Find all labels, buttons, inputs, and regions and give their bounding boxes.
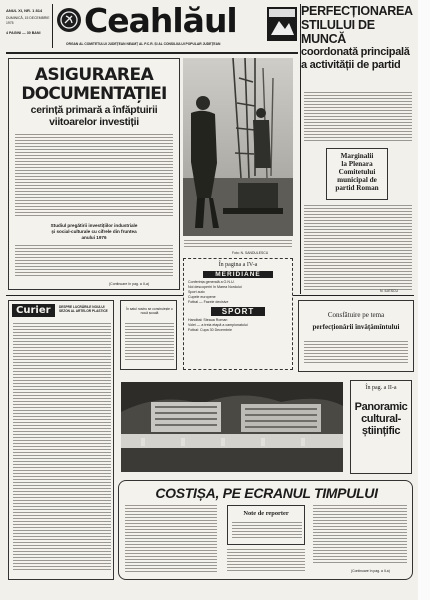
masthead-title: Ceahlăul — [84, 1, 237, 40]
curier-intro: DESPRE LUCRĂRILE NOULUI SEZON AL ARTELOR PLASTICE — [59, 305, 108, 313]
headline-line-1: PERFECȚIONAREA — [301, 4, 413, 18]
lead-subtitle-2: viitoarelor investiții — [49, 116, 139, 128]
consfatuire-line-2: perfecționării învățămîntului — [312, 323, 400, 331]
lead-title-2: DOCUMENTAȚIEI — [21, 84, 167, 104]
panoramic-in-page: În pag. a II-a — [365, 385, 397, 391]
meridiane-item: Sport auto — [188, 290, 205, 294]
panoramic-line-1: Panoramic — [354, 401, 408, 413]
meridiane-item: Fotbal — Fazele decisive — [188, 300, 229, 304]
consfatuire-line-1: Consfătuire pe tema — [327, 311, 385, 319]
plenary-line-4: municipal de — [337, 176, 377, 184]
panoramic-line-2: cultural- — [361, 413, 401, 425]
consfatuire-article — [298, 300, 414, 372]
photo-caption: Foto: N. SANDULESCU — [232, 251, 269, 255]
issue-info — [6, 8, 50, 36]
masthead — [6, 1, 298, 52]
headline-line-4: a activității de partid — [301, 59, 401, 71]
headline-perfectionarea — [301, 4, 416, 72]
lead-article — [8, 58, 180, 290]
building-photo — [121, 382, 343, 472]
right-column-signature: N. ILIESCU — [380, 289, 399, 293]
sport-item: Handbal: Steaua Roman — [188, 318, 228, 322]
sport-heading: SPORT — [211, 307, 265, 316]
costisa-continued: (Continuare în pag. a II-a) — [351, 569, 390, 573]
meridiane-item: Conferința generală a O.N.U. — [188, 280, 235, 284]
panoramic-line-3: științific — [361, 425, 401, 437]
issue-price: 4 PAGINI — 30 BANI — [6, 31, 41, 35]
meridiane-item: Cupele europene — [188, 295, 216, 299]
lead-subtitle-1: cerință primară a înfăptuirii — [30, 104, 158, 116]
plenary-box — [326, 148, 388, 200]
panoramic-box — [350, 380, 412, 474]
masthead-logo-icon — [267, 7, 297, 41]
costisa-note: Note de reporter — [243, 510, 289, 517]
issue-number: ANUL XI, NR. 1 814 — [6, 8, 43, 13]
meridiane-in-page: În pagina a IV-a — [218, 262, 258, 268]
small-box-text: În satul nostru se construiește o nouă școală — [126, 307, 173, 316]
sport-item: Volei — a treia etapă a campionatului — [188, 323, 248, 327]
costisa-title: COSTIȘA, PE ECRANUL TIMPULUI — [155, 485, 378, 501]
party-emblem-icon — [57, 8, 81, 32]
costisa-article — [118, 480, 413, 580]
lead-title-1: ASIGURAREA — [34, 65, 154, 85]
plenary-line-2: la Plenara — [341, 160, 373, 168]
small-boxed-article — [120, 300, 177, 370]
plenary-line-1: Marginalii — [340, 152, 374, 160]
costisa-note-box — [227, 505, 305, 545]
lead-continued: (Continuare în pag. a II-a) — [109, 282, 150, 286]
headline-line-3: coordonată principală — [301, 46, 410, 58]
curier-column — [8, 300, 114, 580]
issue-date: DUMINICĂ, 15 DECEMBRIE 1975 — [6, 16, 50, 25]
meridiane-box — [183, 258, 293, 370]
meridiane-heading: MERIDIANE — [203, 271, 273, 278]
curier-label: Curier — [12, 304, 55, 317]
masthead-subtitle: ORGAN AL COMITETULUI JUDEȚEAN NEAMȚ AL P.C.R. ȘI AL CONSILIULUI POPULAR JUDEȚEAN — [66, 42, 221, 46]
plenary-line-3: Comitetului — [338, 168, 376, 176]
headline-line-2: STILULUI DE MUNCĂ — [301, 18, 375, 46]
meridiane-item: Noi descoperiri în Marea Nordului — [188, 285, 242, 289]
lead-kicker: Studiul pregătirii investițiilor industriale și social-culturale cu cifrele din fruntea anului 1976 — [50, 223, 138, 240]
sport-item: Fotbal: Cupa 30 Decembrie — [188, 328, 232, 332]
plenary-line-5: partid Roman — [335, 184, 379, 192]
drilling-photo — [183, 58, 293, 236]
